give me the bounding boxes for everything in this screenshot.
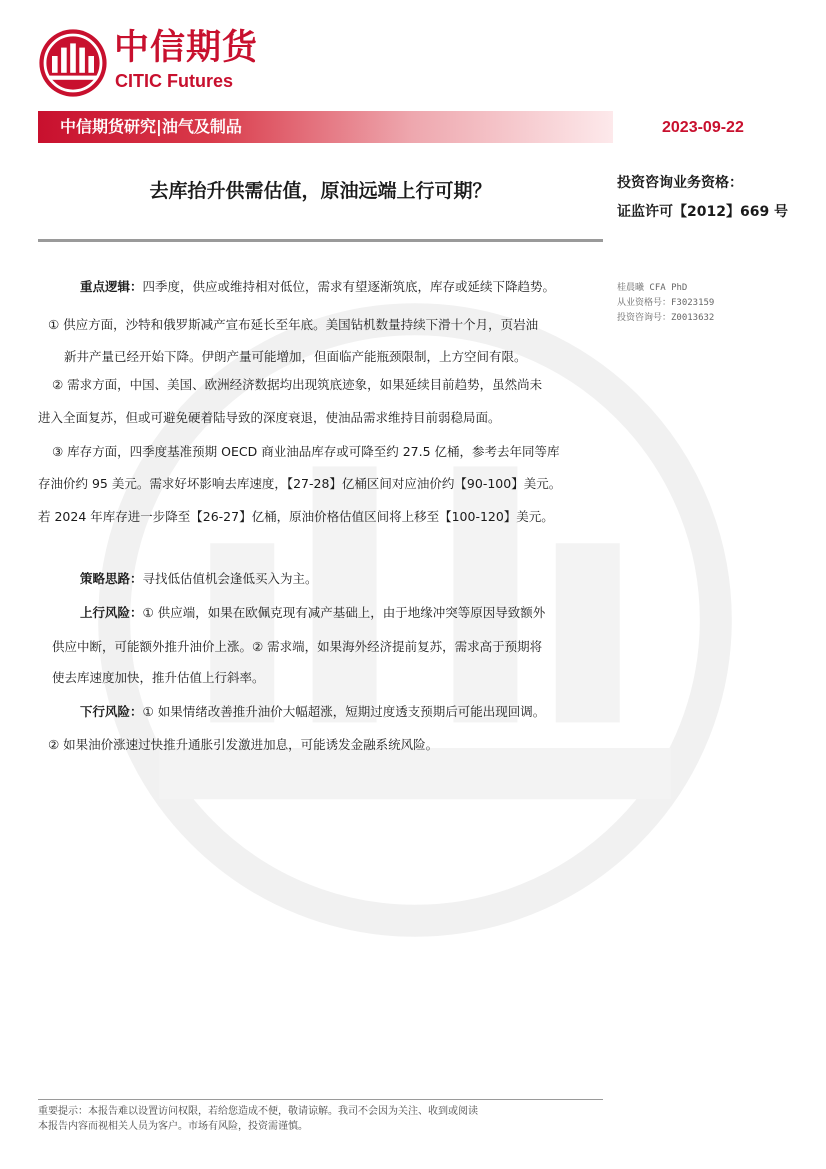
demand-line-1: ② 需求方面，中国、美国、欧洲经济数据均出现筑底迹象，如果延续目前趋势，虽然尚未 [52,377,543,392]
disclaimer-line-1: 重要提示：本报告难以设置访问权限，若给您造成不便，敬请谅解。我司不会因为关注、收到或阅读 [38,1106,478,1117]
footer-divider [38,1099,603,1100]
key-logic [80,270,620,304]
demand-line-2: 进入全面复苏，但或可避免硬着陆导致的深度衰退，使油品需求维持目前弱稳局面。 [38,410,501,425]
upside-line-2: 供应中断，可能额外推升油价上涨。② 需求端，如果海外经济提前复苏，需求高于预期将 [52,639,543,654]
analyst-consult-no: 投资咨询号：Z0013632 [617,313,715,323]
qualification-license: 证监许可【2012】669 号 [617,204,789,220]
strategy-label: 策略思路： [80,571,143,586]
downside-line-2: ② 如果油价涨速过快推升通胀引发激进加息，可能诱发金融系统风险。 [48,737,439,752]
report-title: 去库抬升供需估值，原油远端上行可期？ [149,180,492,202]
section-banner [38,111,613,143]
downside-label: 下行风险： [80,704,143,719]
upside-risk [80,596,620,630]
report-date: 2023-09-22 [662,119,744,136]
banner-title: 中信期货研究|油气及制品 [60,117,242,136]
brand-name-cn: 中信期货 [114,28,259,68]
disclaimer-line-2: 本报告内容而视相关人员为客户。市场有风险，投资需谨慎。 [38,1121,308,1132]
analyst-practice-no: 从业资格号：F3023159 [617,298,715,308]
strategy [80,562,645,596]
disclaimer [38,1104,608,1134]
supply-line-2: 新井产量已经开始下降。伊朗产量可能增加，但面临产能瓶颈限制，上方空间有限。 [64,349,527,364]
downside-risk [80,695,620,729]
strategy-text: 寻找低估值机会逢低买入为主。 [142,571,318,586]
supply-line-1: ① 供应方面，沙特和俄罗斯减产宣布延长至年底。美国钻机数量持续下滑十个月，页岩油 [48,317,539,332]
downside-line-1: ① 如果情绪改善推升油价大幅超涨，短期过度透支预期后可能出现回调。 [142,704,546,719]
upside-line-1: ① 供应端，如果在欧佩克现有减产基础上，由于地缘冲突等原因导致额外 [142,605,546,620]
key-logic-label: 重点逻辑： [80,279,143,294]
upside-line-3: 使去库速度加快，推升估值上行斜率。 [52,670,265,685]
key-logic-text: 四季度，供应或维持相对低位，需求有望逐渐筑底，库存或延续下降趋势。 [142,279,556,294]
upside-label: 上行风险： [80,605,143,620]
inventory-line-1: ③ 库存方面，四季度基准预期 OECD 商业油品库存或可降至约 27.5 亿桶，参考去年同等库 [52,444,560,459]
citic-logo [38,28,108,98]
inventory-line-3: 若 2024 年库存进一步降至【26-27】亿桶，原油价格估值区间将上移至【100-120】美元。 [38,509,554,524]
qualification-label: 投资咨询业务资格： [617,175,743,191]
title-divider [38,239,603,242]
inventory-line-2: 存油价约 95 美元。需求好坏影响去库速度，【27-28】亿桶区间对应油价约【90-100】美元。 [38,476,562,491]
brand-name-en: CITIC Futures [115,71,234,91]
analyst-name: 桂晨曦 CFA PhD [617,283,688,293]
